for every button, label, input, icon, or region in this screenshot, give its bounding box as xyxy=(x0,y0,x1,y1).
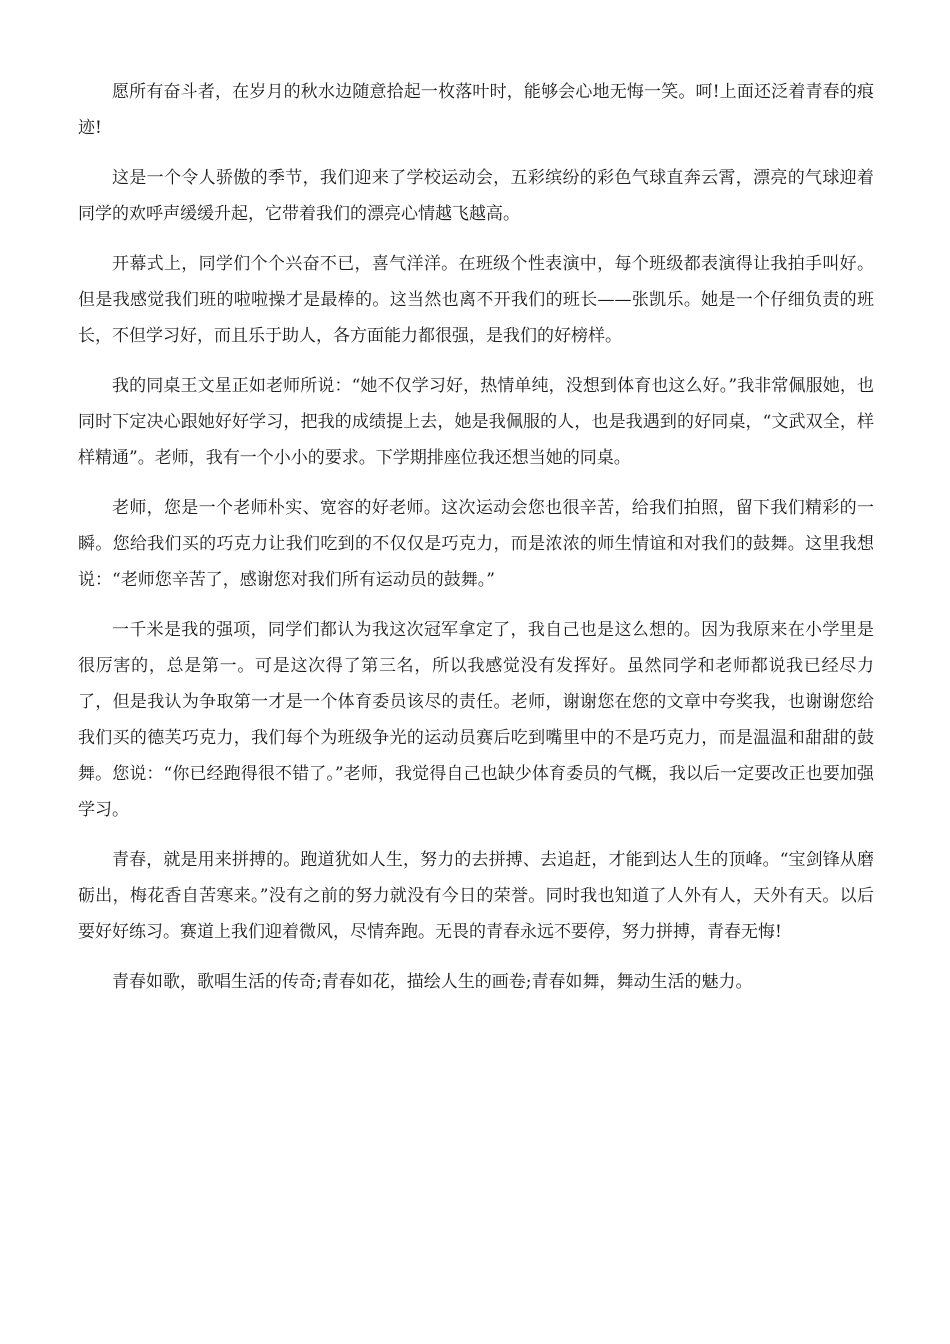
paragraph-5: 老师，您是一个老师朴实、宽容的好老师。这次运动会您也很辛苦，给我们拍照，留下我们精彩的一瞬。您给我们买的巧克力让我们吃到的不仅仅是巧克力，而是浓浓的师生情谊和对我们的鼓舞。这里我想说：“老师您辛苦了，感谢您对我们所有运动员的鼓舞。” xyxy=(78,498,874,590)
paragraph-7: 青春，就是用来拼搏的。跑道犹如人生，努力的去拼搏、去追赶，才能到达人生的顶峰。“宝剑锋从磨砺出，梅花香自苦寒来。”没有之前的努力就没有今日的荣誉。同时我也知道了人外有人，天外有天。以后要好好练习。赛道上我们迎着微风，尽情奔跑。无畏的青春永远不要停，努力拼搏，青春无悔! xyxy=(78,850,874,942)
document-body xyxy=(78,74,874,1014)
paragraph-3: 开幕式上，同学们个个兴奋不已，喜气洋洋。在班级个性表演中，每个班级都表演得让我拍手叫好。但是我感觉我们班的啦啦操才是最棒的。这当然也离不开我们的班长——张凯乐。她是一个仔细负责的班长，不但学习好，而且乐于助人，各方面能力都很强，是我们的好榜样。 xyxy=(78,254,874,346)
paragraph-6: 一千米是我的强项，同学们都认为我这次冠军拿定了，我自己也是这么想的。因为我原来在小学里是很厉害的，总是第一。可是这次得了第三名，所以我感觉没有发挥好。虽然同学和老师都说我已经尽力了，但是我认为争取第一才是一个体育委员该尽的责任。老师，谢谢您在您的文章中夸奖我，也谢谢您给我们买的德芙巧克力，我们每个为班级争光的运动员赛后吃到嘴里中的不是巧克力，而是温温和甜甜的鼓舞。您说：“你已经跑得很不错了。”老师，我觉得自己也缺少体育委员的气概，我以后一定要改正也要加强学习。 xyxy=(78,620,874,820)
paragraph-8: 青春如歌，歌唱生活的传奇;青春如花，描绘人生的画卷;青春如舞，舞动生活的魅力。 xyxy=(112,972,753,992)
paragraph-4: 我的同桌王文星正如老师所说：“她不仅学习好，热情单纯，没想到体育也这么好。”我非常佩服她，也同时下定决心跟她好好学习，把我的成绩提上去，她是我佩服的人，也是我遇到的好同桌，“文武双全，样样精通”。老师，我有一个小小的要求。下学期排座位我还想当她的同桌。 xyxy=(78,376,874,468)
paragraph-2: 这是一个令人骄傲的季节，我们迎来了学校运动会，五彩缤纷的彩色气球直奔云霄，漂亮的气球迎着同学的欢呼声缓缓升起，它带着我们的漂亮心情越飞越高。 xyxy=(78,168,874,224)
paragraph-1: 愿所有奋斗者，在岁月的秋水边随意拾起一枚落叶时，能够会心地无悔一笑。呵!上面还泛着青春的痕迹! xyxy=(78,82,874,138)
